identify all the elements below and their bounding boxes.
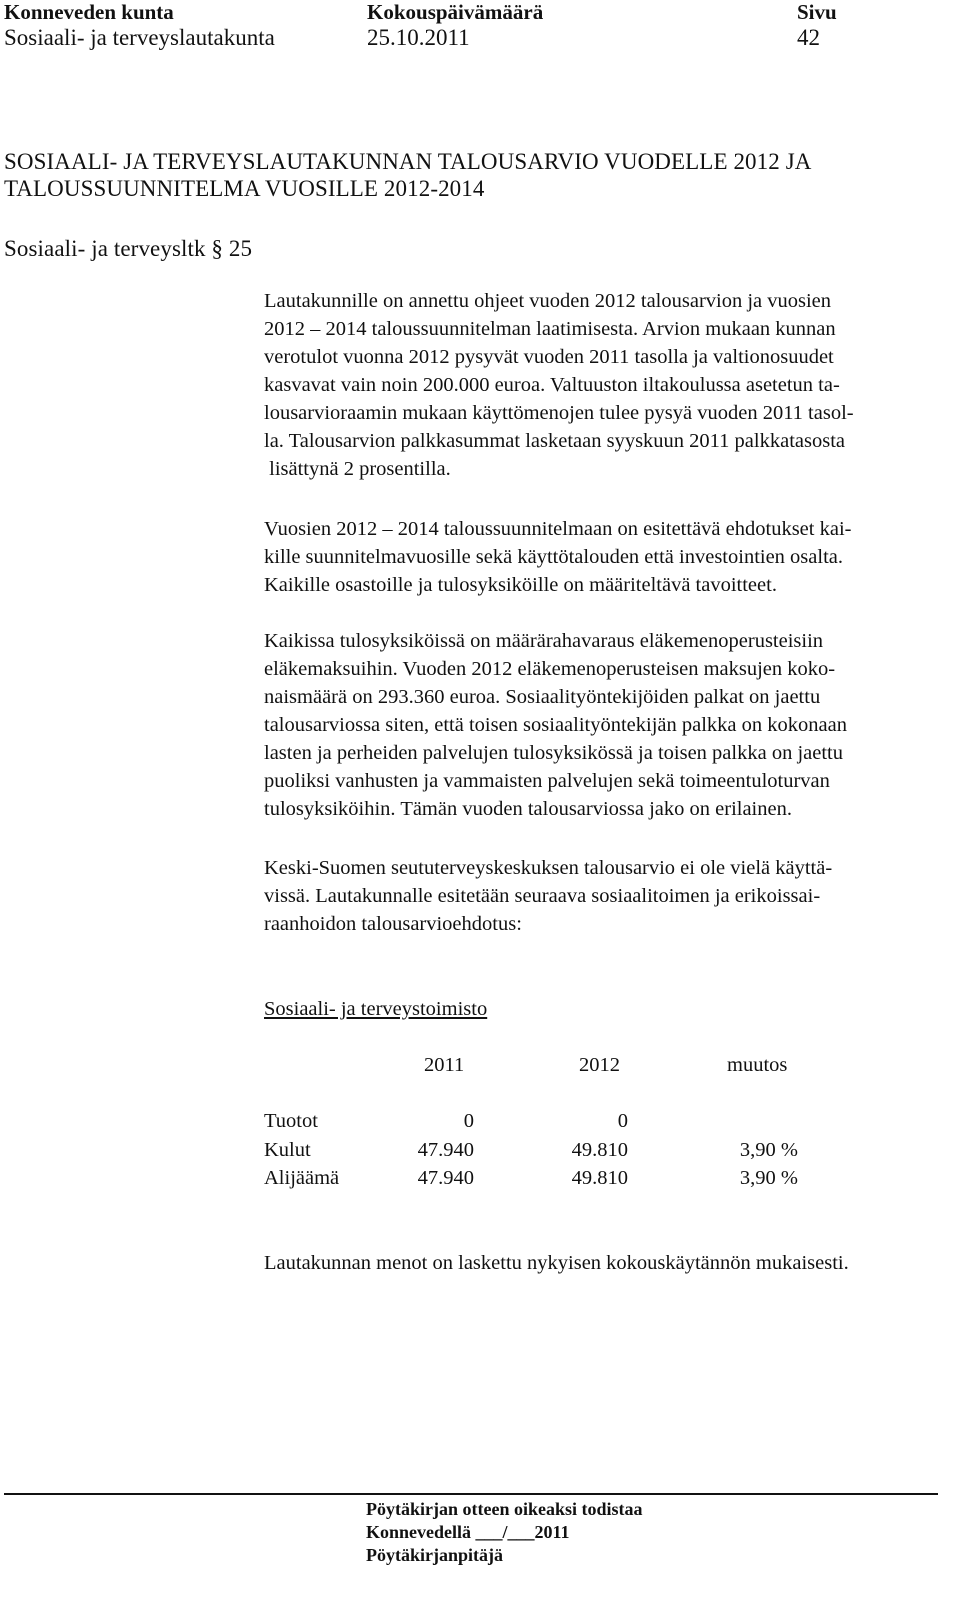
row-label-expenses: Kulut [264, 1139, 311, 1161]
footer-secretary: Pöytäkirjanpitäjä [366, 1545, 503, 1565]
text-line: kille suunnitelmavuosille sekä käyttötalouden että investointien osalta. [264, 546, 843, 568]
cell-income-2011: 0 [463, 1110, 474, 1132]
cell-expenses-change: 3,90 % [739, 1139, 798, 1161]
page-number: 42 [797, 25, 820, 50]
column-header-2012: 2012 [579, 1054, 620, 1076]
text-line: raanhoidon talousarvioehdotus: [264, 913, 522, 935]
text-line: Vuosien 2012 – 2014 taloussuunnitelmaan on esitettävä ehdotukset kai- [264, 518, 852, 540]
board-name: Sosiaali- ja terveyslautakunta [4, 25, 275, 50]
column-header-2011: 2011 [424, 1054, 465, 1076]
closing-statement: Lautakunnan menot on laskettu nykyisen kokouskäytännön mukaisesti. [264, 1252, 849, 1274]
document-title-line-2: TALOUSSUUNNITELMA VUOSILLE 2012-2014 [4, 176, 485, 201]
paragraph-3 [264, 627, 847, 823]
text-line: vissä. Lautakunnalle esitetään seuraava sosiaalitoimen ja erikoissai- [264, 885, 821, 907]
text-line: la. Talousarvion palkkasummat lasketaan syyskuun 2011 palkkatasosta [264, 430, 845, 452]
text-line: tulosyksiköihin. Tämän vuoden talousarviossa jako on erilainen. [264, 798, 792, 820]
footer-place-date: Konnevedellä ___/___2011 [366, 1522, 570, 1542]
cell-expenses-2012: 49.810 [571, 1139, 628, 1161]
footer-divider [4, 1493, 938, 1495]
paragraph-4 [264, 854, 832, 938]
section-heading: Sosiaali- ja terveysltk § 25 [4, 236, 253, 261]
paragraph-2 [264, 515, 851, 599]
text-line: lisättynä 2 prosentilla. [264, 458, 451, 480]
row-label-deficit: Alijäämä [264, 1167, 340, 1189]
text-line: Keski-Suomen seututerveyskeskuksen talousarvio ei ole vielä käyttä- [264, 857, 833, 879]
meeting-date: 25.10.2011 [367, 25, 470, 50]
paragraph-1 [264, 287, 854, 483]
footer-certification: Pöytäkirjan otteen oikeaksi todistaa [366, 1499, 643, 1519]
row-label-income: Tuotot [264, 1110, 318, 1132]
cell-deficit-change: 3,90 % [739, 1167, 798, 1189]
budget-heading: Sosiaali- ja terveystoimisto [264, 998, 488, 1020]
text-line: talousarviossa siten, että toisen sosiaalityöntekijän palkka on kokonaan [264, 714, 847, 736]
page-label: Sivu [797, 0, 837, 24]
municipality-name: Konneveden kunta [4, 0, 174, 24]
cell-expenses-2011: 47.940 [417, 1139, 474, 1161]
text-line: Lautakunnille on annettu ohjeet vuoden 2012 talousarvion ja vuosien [264, 290, 832, 312]
column-header-change: muutos [727, 1054, 788, 1076]
cell-deficit-2012: 49.810 [571, 1167, 628, 1189]
text-line: verotulot vuonna 2012 pysyvät vuoden 2011 tasolla ja valtionosuudet [264, 346, 834, 368]
date-label: Kokouspäivämäärä [367, 0, 544, 24]
text-line: lousarvioraamin mukaan käyttömenojen tulee pysyä vuoden 2011 tasol- [264, 402, 854, 424]
cell-income-2012: 0 [617, 1110, 628, 1132]
text-line: puoliksi vanhusten ja vammaisten palvelujen sekä toimeentuloturvan [264, 770, 830, 792]
text-line: Kaikissa tulosyksiköissä on määrärahavaraus eläkemenoperusteisiin [264, 630, 824, 652]
text-line: eläkemaksuihin. Vuoden 2012 eläkemenoperusteisen maksujen koko- [264, 658, 836, 680]
text-line: lasten ja perheiden palvelujen tulosyksikössä ja toisen palkka on jaettu [264, 742, 843, 764]
text-line: Kaikille osastoille ja tulosyksiköille on määriteltävä tavoitteet. [264, 574, 777, 596]
text-line: kasvavat vain noin 200.000 euroa. Valtuuston iltakoulussa asetetun ta- [264, 374, 840, 396]
text-line: 2012 – 2014 taloussuunnitelman laatimisesta. Arvion mukaan kunnan [264, 318, 836, 340]
document-title-line-1: SOSIAALI- JA TERVEYSLAUTAKUNNAN TALOUSARVIO VUODELLE 2012 JA [4, 149, 812, 174]
text-line: naismäärä on 293.360 euroa. Sosiaalityöntekijöiden palkat on jaettu [264, 686, 821, 708]
cell-deficit-2011: 47.940 [417, 1167, 474, 1189]
